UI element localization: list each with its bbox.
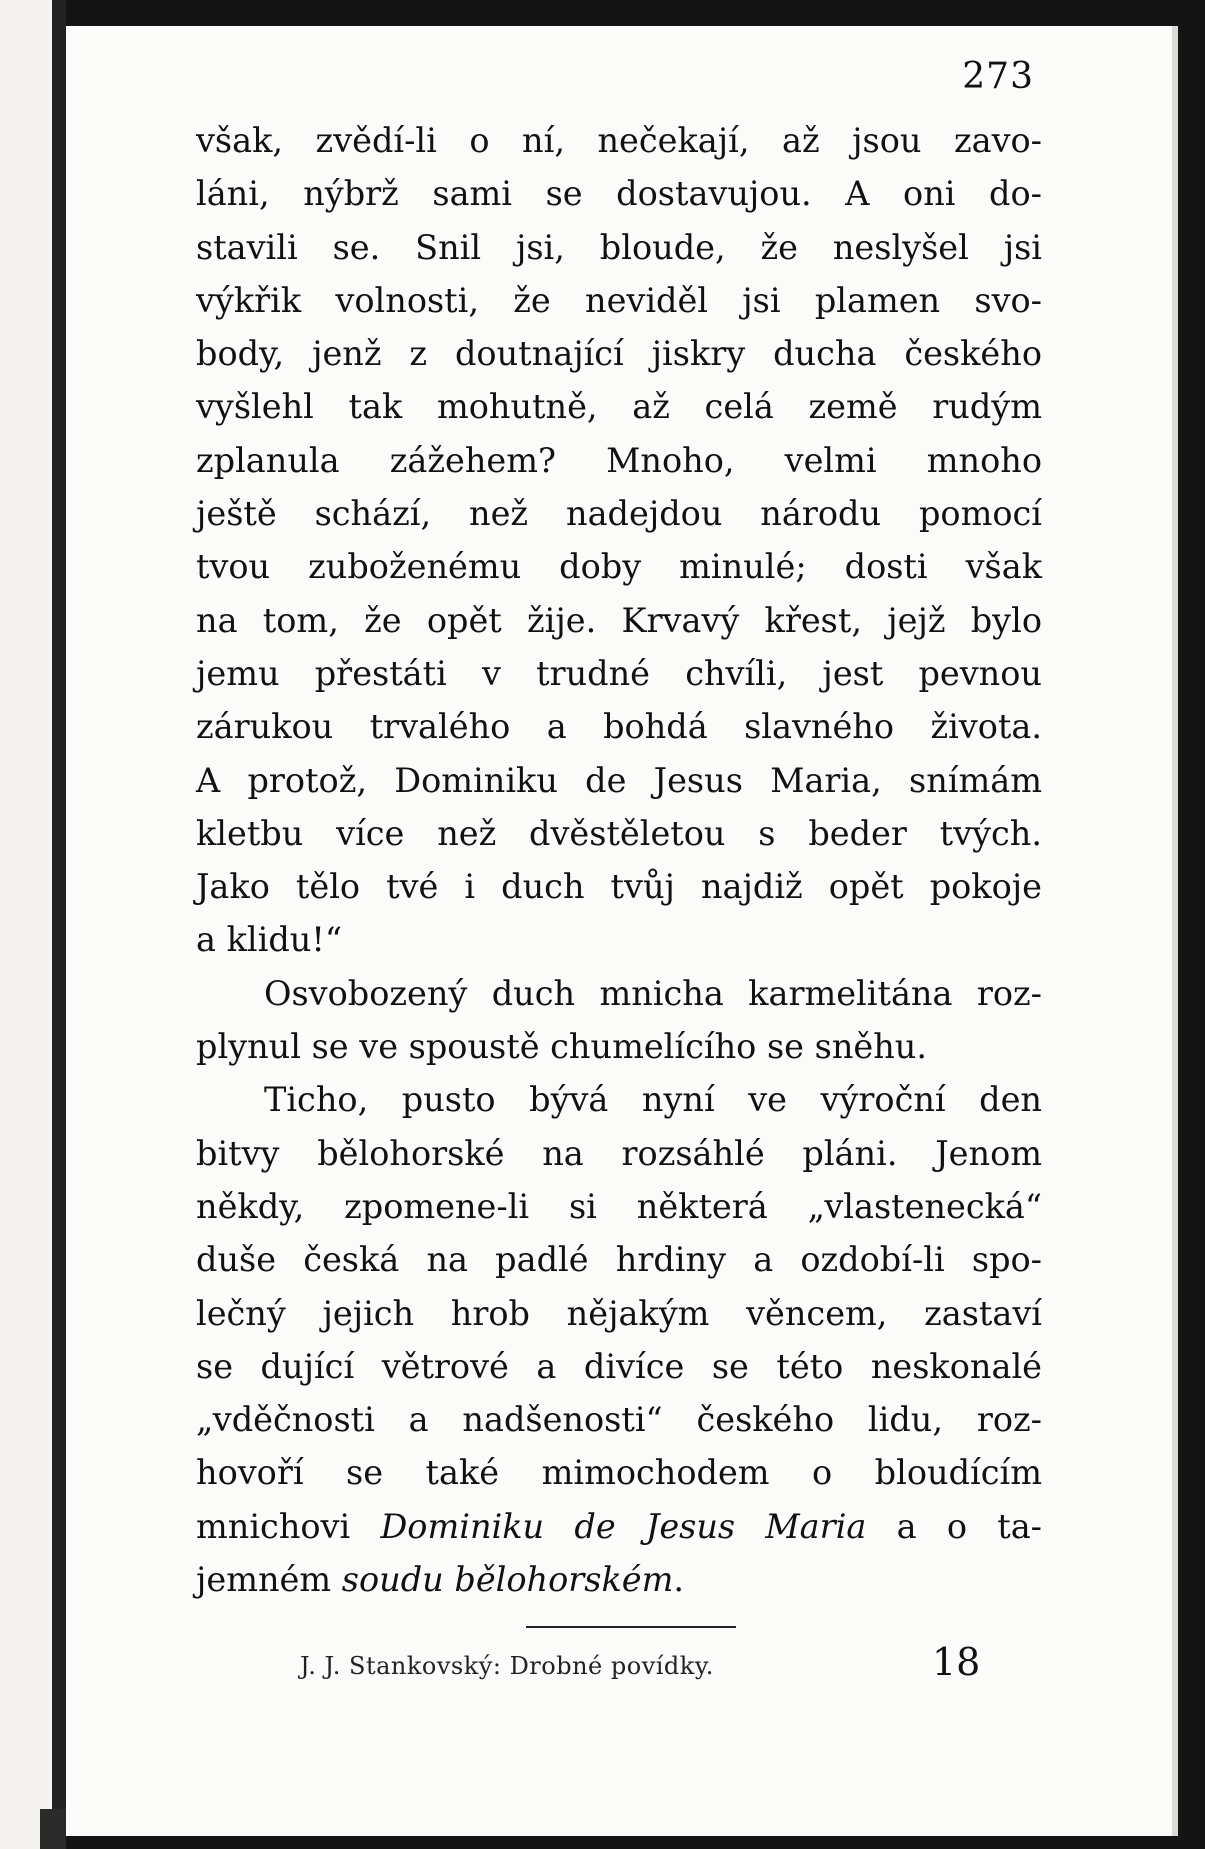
body-text: [196, 114, 1042, 1606]
text-line: [196, 114, 1042, 167]
text-line: [196, 754, 1042, 807]
text-line: [196, 1233, 1042, 1286]
text-segment: „vděčnosti a nadšenosti“ českého lidu, roz-: [196, 1400, 1042, 1440]
text-segment: se dující větrové a divíce se této neskonalé: [196, 1346, 1042, 1386]
gutter-shadow: [52, 0, 66, 1849]
text-line: [196, 380, 1042, 433]
text-segment: zplanula zážehem? Mnoho, velmi mnoho: [196, 440, 1042, 480]
text-line: [196, 274, 1042, 327]
text-segment: A protož, Dominiku de Jesus Maria, snímám: [196, 760, 1042, 800]
text-line: [196, 594, 1042, 647]
text-segment: tvou zuboženému doby minulé; dosti však: [196, 547, 1042, 587]
text-segment: Osvobozený duch mnicha karmelitána roz-: [264, 973, 1042, 1013]
text-line: [196, 1553, 1042, 1606]
text-line: [196, 1393, 1042, 1446]
text-line: [196, 540, 1042, 593]
text-line: [196, 967, 1042, 1020]
text-line: [196, 1500, 1042, 1553]
text-segment: na tom, že opět žije. Krvavý křest, jejž bylo: [196, 600, 1042, 640]
text-segment: Jako tělo tvé i duch tvůj najdiž opět pokoje: [196, 867, 1042, 907]
text-line: [196, 807, 1042, 860]
text-segment: .: [673, 1560, 685, 1600]
text-segment: mnichovi: [196, 1506, 381, 1546]
text-segment: láni, nýbrž sami se dostavujou. A oni do-: [196, 174, 1042, 214]
scan-corner-mark: [40, 1809, 66, 1849]
text-segment: hovoří se také mimochodem o bloudícím: [196, 1453, 1042, 1493]
text-segment: lečný jejich hrob nějakým věncem, zastaví: [196, 1293, 1042, 1333]
text-line: [196, 221, 1042, 274]
text-line: [196, 647, 1042, 700]
text-segment: plynul se ve spoustě chumelícího se sněhu.: [196, 1027, 928, 1067]
text-segment: výkřik volnosti, že neviděl jsi plamen svo-: [196, 280, 1042, 320]
text-segment: vyšlehl tak mohutně, až celá země rudým: [196, 387, 1042, 427]
text-line: [196, 860, 1042, 913]
text-line: [196, 913, 1042, 966]
text-line: [196, 167, 1042, 220]
text-line: [196, 1340, 1042, 1393]
text-line: [196, 700, 1042, 753]
page-number: 273: [962, 56, 1034, 97]
text-line: [196, 1073, 1042, 1126]
text-segment: Ticho, pusto bývá nyní ve výroční den: [264, 1080, 1042, 1120]
text-line: [196, 487, 1042, 540]
text-segment: kletbu více než dvěstěletou s beder tvých.: [196, 813, 1042, 853]
facing-page-edge: [0, 0, 52, 1849]
text-segment: stavili se. Snil jsi, bloude, že neslyšel jsi: [196, 227, 1042, 267]
text-line: [196, 327, 1042, 380]
footer-rule: [526, 1626, 736, 1628]
text-segment: jemu přestáti v trudné chvíli, jest pevnou: [196, 653, 1042, 693]
text-segment: body, jenž z doutnající jiskry ducha českého: [196, 334, 1042, 374]
text-line: [196, 1446, 1042, 1499]
text-line: [196, 434, 1042, 487]
text-segment: však, zvědí-li o ní, nečekají, až jsou zavo-: [196, 121, 1042, 160]
text-segment: jemném: [196, 1560, 342, 1600]
text-segment: a klidu!“: [196, 920, 342, 960]
book-page: [66, 26, 1178, 1836]
text-segment: a o ta-: [866, 1506, 1042, 1546]
page-edge-shadow: [1172, 26, 1178, 1836]
signature-number: 18: [932, 1640, 981, 1684]
text-segment: duše česká na padlé hrdiny a ozdobí-li spo-: [196, 1240, 1042, 1280]
italic-text: Dominiku de Jesus Maria: [380, 1506, 867, 1546]
text-segment: bitvy bělohorské na rozsáhlé pláni. Jenom: [196, 1133, 1042, 1173]
text-line: [196, 1180, 1042, 1233]
text-line: [196, 1287, 1042, 1340]
text-segment: zárukou trvalého a bohdá slavného života.: [196, 707, 1042, 747]
text-line: [196, 1020, 1042, 1073]
text-segment: někdy, zpomene-li si některá „vlastenecká“: [196, 1186, 1042, 1226]
italic-text: soudu bělohorském: [341, 1560, 674, 1600]
footer-author: J. J. Stankovský: Drobné povídky.: [300, 1652, 714, 1680]
text-line: [196, 1127, 1042, 1180]
text-segment: ještě schází, než nadejdou národu pomocí: [196, 494, 1042, 534]
